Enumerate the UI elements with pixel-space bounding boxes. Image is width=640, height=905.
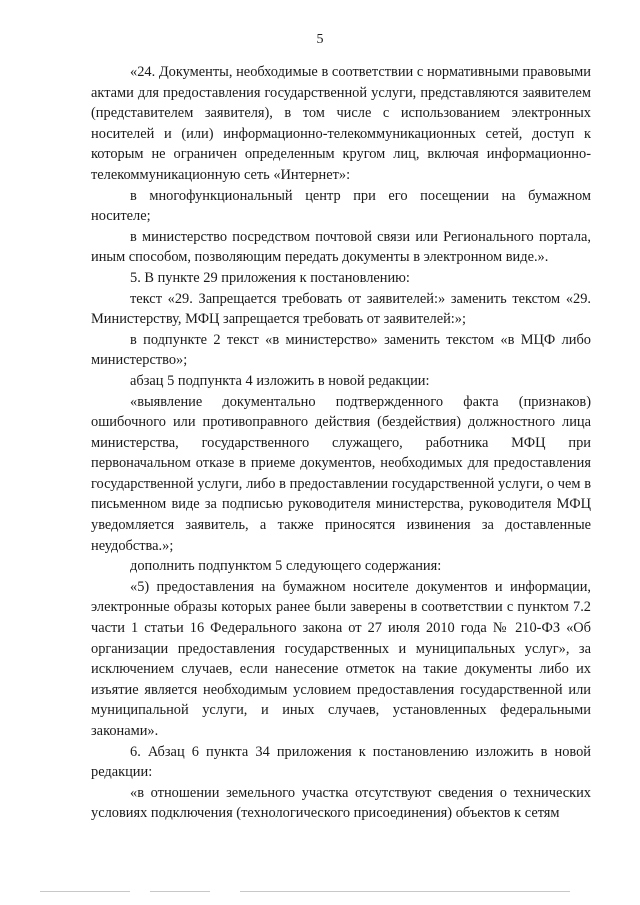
scan-artifact-line — [240, 891, 570, 892]
paragraph-subitem-4-intro: абзац 5 подпункта 4 изложить в новой редакции: — [130, 372, 430, 389]
paragraph-subitem-2: в подпункте 2 текст «в министерство» заменить текстом «в МЦФ либо министерство»; — [91, 331, 591, 369]
paragraph-section-6-heading: 6. Абзац 6 пункта 34 приложения к постановлению изложить в новой редакции: — [91, 743, 591, 781]
paragraph-item-24: «24. Документы, необходимые в соответствии с нормативными правовыми актами для предоставления государственной услуги, представляются заявителем (представителем заявителя), в том числе с использованием электронных носителей и (или) информационно-телекоммуникационных сетей, доступ к которым не ограничен определенным кругом лиц, включая информационно-телекоммуникационную сеть «Интернет»: — [91, 64, 591, 183]
paragraph-land-plot-text: «в отношении земельного участка отсутствуют сведения о технических условиях подключения (технологического присоединения) объектов к сетям — [91, 784, 591, 822]
paragraph-replace-text-29: текст «29. Запрещается требовать от заявителей:» заменить текстом «29. Министерству, МФЦ запрещается требовать от заявителей:»; — [91, 290, 591, 328]
paragraph-ministry-submission: в министерство посредством почтовой связи или Регионального портала, иным способом, позволяющим передать документы в электронном виде.». — [91, 228, 591, 266]
document-body — [91, 62, 591, 824]
paragraph-mfc-submission: в многофункциональный центр при его посещении на бумажном носителе; — [91, 187, 591, 225]
paragraph-section-5-heading: 5. В пункте 29 приложения к постановлению: — [130, 269, 410, 286]
paragraph-subitem-5-intro: дополнить подпунктом 5 следующего содержания: — [130, 558, 442, 575]
scan-artifact-line — [150, 891, 210, 892]
scan-artifact-line — [40, 891, 130, 892]
page-number: 5 — [316, 32, 324, 47]
paragraph-subitem-5-text: «5) предоставления на бумажном носителе документов и информации, электронные образы которых ранее были заверены в соответствии с пунктом 7.2 части 1 статьи 16 Федерального закона от 27 июля 2010 года № 210-ФЗ «Об организации предоставления государственных и муниципальных услуг», за исключением случаев, если нанесение отметок на такие документы либо их изъятие является необходимым условием предоставления государственной или муниципальной услуги, и иных случаев, установленных федеральными законами». — [91, 578, 591, 739]
paragraph-subitem-4-text: «выявление документально подтвержденного факта (признаков) ошибочного или противоправного действия (бездействия) должностного лица министерства, государственного служащего, работника МФЦ при первоначальном отказе в приеме документов, необходимых для предоставления государственной услуги, либо в предоставлении государственной услуги, о чем в письменном виде за подписью руководителя министерства, руководителя МФЦ уведомляется заявитель, а также приносятся извинения за доставленные неудобства.»; — [91, 393, 591, 554]
